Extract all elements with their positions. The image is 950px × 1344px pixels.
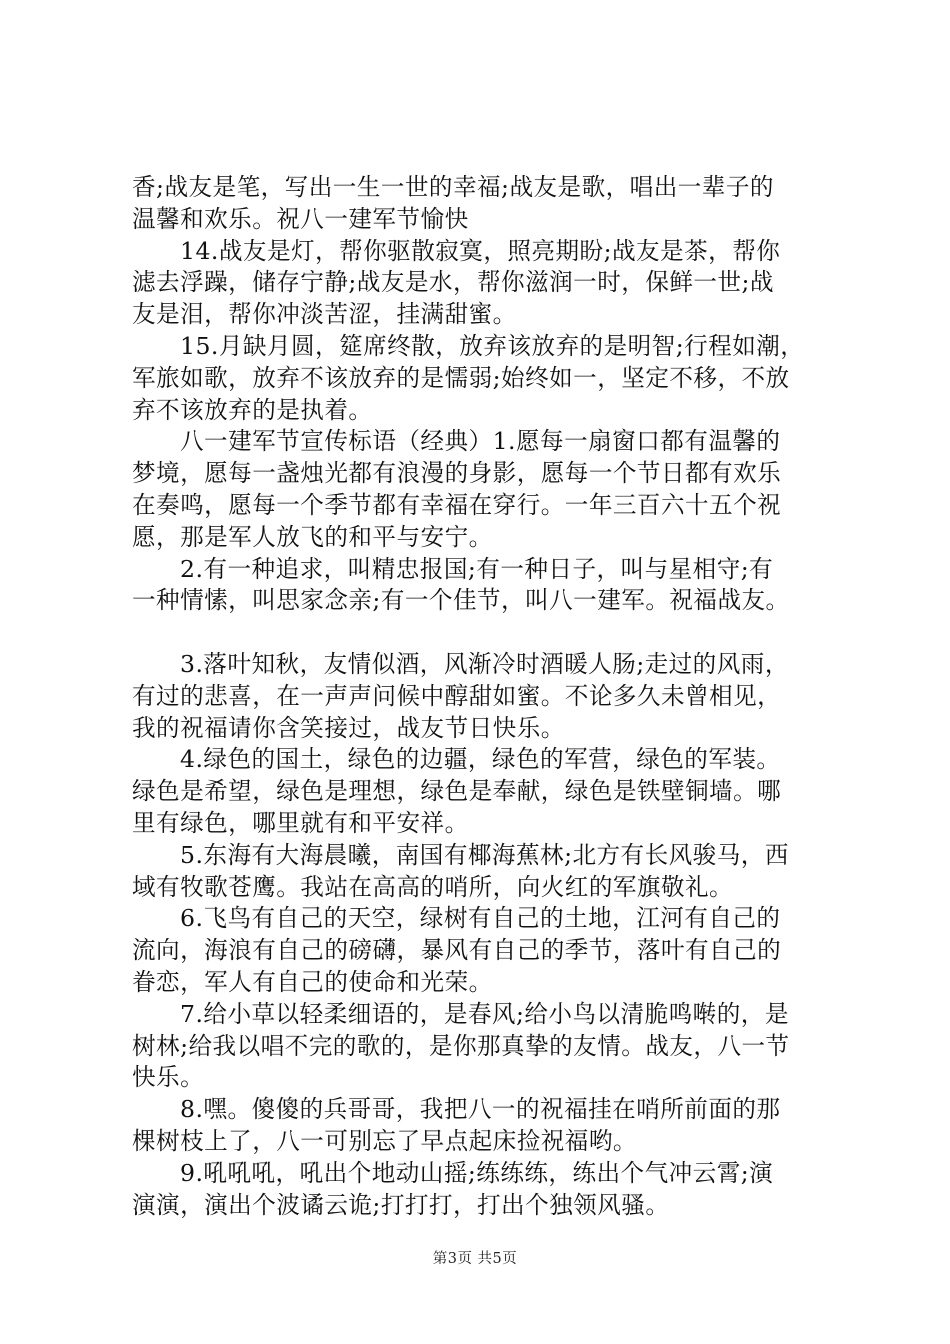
text-line: 绿色是希望，绿色是理想，绿色是奉献，绿色是铁壁铜墙。哪	[132, 777, 782, 806]
paragraph-first-line: 2.有一种追求，叫精忠报国;有一种日子，叫与星相守;有	[180, 554, 774, 583]
paragraph-first-line: 9.吼吼吼，吼出个地动山摇;练练练，练出个气冲云霄;演	[180, 1158, 774, 1187]
paragraph-first-line: 5.东海有大海晨曦，南国有椰海蕉林;北方有长风骏马，西	[180, 840, 789, 869]
paragraph-first-line: 14.战友是灯，帮你驱散寂寞，照亮期盼;战友是茶，帮你	[180, 236, 781, 265]
text-line: 眷恋，军人有自己的使命和光荣。	[132, 967, 493, 996]
text-line: 香;战友是笔，写出一生一世的幸福;战友是歌，唱出一辈子的	[132, 173, 774, 201]
text-line: 有过的悲喜，在一声声问候中醇甜如蜜。不论多久未曾相见，	[132, 681, 782, 710]
text-line: 弃不该放弃的是执着。	[132, 395, 373, 424]
paragraph-first-line: 3.落叶知秋，友情似酒，风渐冷时酒暖人肠;走过的风雨，	[180, 649, 789, 678]
text-line: 棵树枝上了，八一可别忘了早点起床捡祝福哟。	[132, 1126, 637, 1155]
text-line: 域有牧歌苍鹰。我站在高高的哨所，向火红的军旗敬礼。	[132, 872, 734, 901]
body-text	[132, 172, 832, 1221]
paragraph-first-line: 15.月缺月圆，筵席终散，放弃该放弃的是明智;行程如潮，	[180, 331, 805, 360]
text-line: 一种情愫，叫思家念亲;有一个佳节，叫八一建军。祝福战友。	[132, 586, 790, 615]
text-line: 军旅如歌，放弃不该放弃的是懦弱;始终如一，坚定不移，不放	[132, 363, 790, 392]
paragraph-first-line: 7.给小草以轻柔细语的，是春风;给小鸟以清脆鸣啭的，是	[180, 999, 789, 1028]
paragraph-first-line: 8.嘿。傻傻的兵哥哥，我把八一的祝福挂在哨所前面的那	[180, 1095, 781, 1124]
text-line: 友是泪，帮你冲淡苦涩，挂满甜蜜。	[132, 300, 517, 329]
text-line: 在奏鸣，愿每一个季节都有幸福在穿行。一年三百六十五个祝	[132, 490, 782, 519]
text-line: 愿，那是军人放飞的和平与安宁。	[132, 522, 493, 551]
paragraph-first-line: 八一建军节宣传标语（经典）1.愿每一扇窗口都有温馨的	[180, 427, 781, 456]
text-line: 滤去浮躁，储存宁静;战友是水，帮你滋润一时，保鲜一世;战	[132, 268, 774, 297]
text-line: 我的祝福请你含笑接过，战友节日快乐。	[132, 713, 565, 742]
text-line: 演演，演出个波谲云诡;打打打，打出个独领风骚。	[132, 1190, 670, 1219]
text-line: 树林;给我以唱不完的歌的，是你那真挚的友情。战友，八一节	[132, 1031, 790, 1060]
text-line: 温馨和欢乐。祝八一建军节愉快	[132, 204, 469, 233]
paragraph-first-line: 6.飞鸟有自己的天空，绿树有自己的土地，江河有自己的	[180, 904, 781, 933]
text-line: 里有绿色，哪里就有和平安祥。	[132, 808, 469, 837]
blank-line	[132, 617, 832, 649]
text-line: 流向，海浪有自己的磅礴，暴风有自己的季节，落叶有自己的	[132, 936, 782, 965]
page-footer: 第3页 共5页	[432, 1251, 518, 1267]
paragraph-first-line: 4.绿色的国土，绿色的边疆，绿色的军营，绿色的军装。	[180, 745, 781, 774]
text-line: 快乐。	[132, 1063, 205, 1092]
text-line: 梦境，愿每一盏烛光都有浪漫的身影，愿每一个节日都有欢乐	[132, 459, 782, 488]
